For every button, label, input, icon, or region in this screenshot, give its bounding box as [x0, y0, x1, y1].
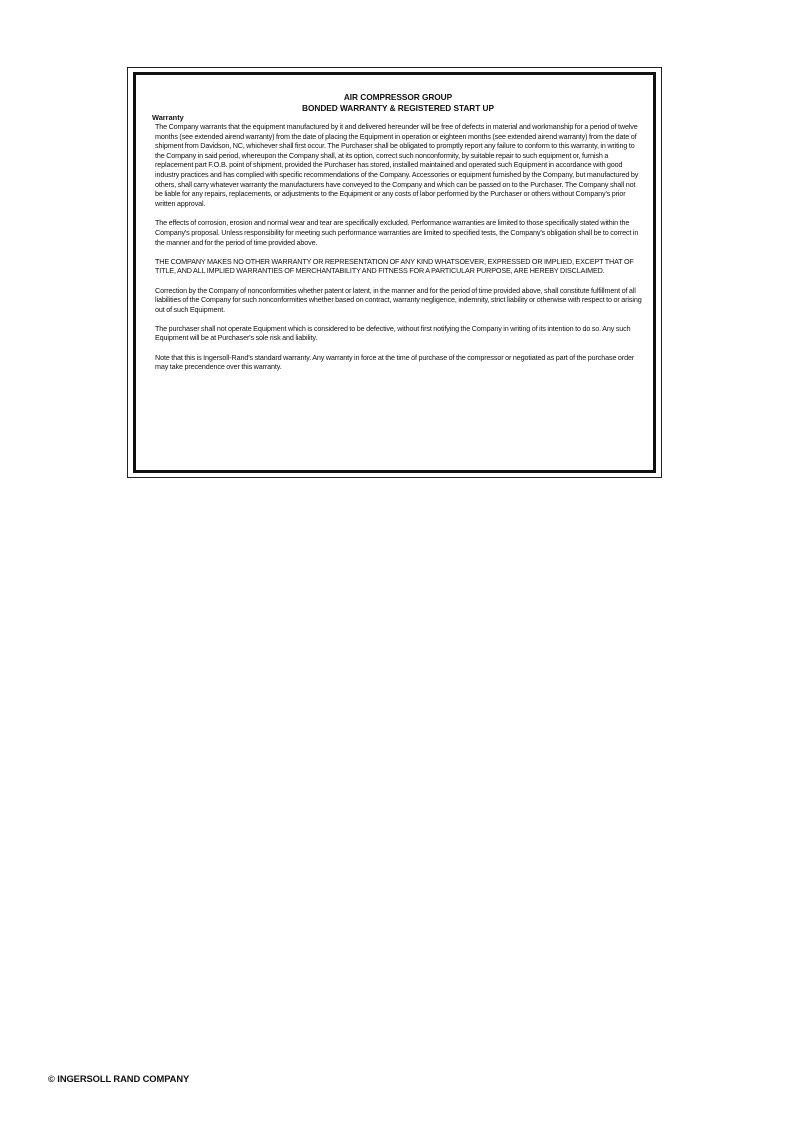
warranty-frame-outer — [127, 67, 662, 478]
warranty-paragraph-terms: The Company warrants that the equipment manufactured by it and delivered hereunder will be free of defects in material and workmanship for a period of twelve months (see extended airend warranty) from the date of placing the Equipment in operation or eighteen months (see extended airend warranty) from the date of shipment from Davidson, NC, whichever shall first occur. The Purchaser shall be obligated to promptly report any failure to conform to this warranty, in writing to the Company in said period, whereupon the Company shall, at its option, correct such nonconformity, by suitable repair to such equipment or, furnish a replacement part F.O.B. point of shipment, provided the Purchaser has stored, installed maintained and operated such Equipment in accordance with good industry practices and has complied with specific recommendations of the Company. Accessories or equipment furnished by the Company, but manufactured by others, shall carry whatever warranty the manufacturers have conveyed to the Company and which can be passed on to the Purchaser. The Company shall not be liable for any repairs, replacements, or adjustments to the Equipment or any costs of labor performed by the Purchaser or others without Company's prior written approval. — [155, 122, 639, 208]
warranty-paragraph-operation: The purchaser shall not operate Equipment which is considered to be defective, without first notifying the Company in writing of its intention to do so. Any such Equipment will be at Purchaser's sole risk and liability. — [155, 323, 631, 343]
document-title-line-1: AIR COMPRESSOR GROUP — [343, 92, 453, 102]
document-title-line-2: BONDED WARRANTY & REGISTERED START UP — [302, 102, 494, 113]
warranty-paragraph-exclusions: The effects of corrosion, erosion and normal wear and tear are specifically excluded. Performance warranties are limited to those specifically stated within the Company's proposal. Unless responsibility for meeting such performance warranties are limited to specified tests, the Company's obligation shall be to correct in the manner and for the period of time provided above. — [155, 218, 639, 247]
footer-copyright: © INGERSOLL RAND COMPANY — [48, 1073, 190, 1084]
section-label-warranty: Warranty — [152, 113, 184, 122]
warranty-paragraph-disclaimer: THE COMPANY MAKES NO OTHER WARRANTY OR REPRESENTATION OF ANY KIND WHATSOEVER, EXPRESSED OR IMPLIED, EXCEPT THAT OF TITLE, AND ALL IMPLIED WARRANTIES OF MERCHANTABILITY AND FITNESS FOR A PARTICULAR PURPOSE, ARE HEREBY DISCLAIMED. — [155, 256, 634, 276]
warranty-paragraph-correction: Correction by the Company of nonconformities whether patent or latent, in the manner and for the period of time provided above, shall constitute fulfillment of all liabilities of the Company for such nonconformities whether based on contract, warranty negligence, indemnity, strict liability or otherwise with respect to or arising out of such Equipment. — [155, 285, 642, 314]
warranty-frame-inner — [133, 72, 656, 473]
warranty-paragraph-note: Note that this is Ingersoll-Rand's standard warranty. Any warranty in force at the time of purchase of the compressor or negotiated as part of the purchase order may take precendence over this warranty. — [155, 352, 635, 372]
